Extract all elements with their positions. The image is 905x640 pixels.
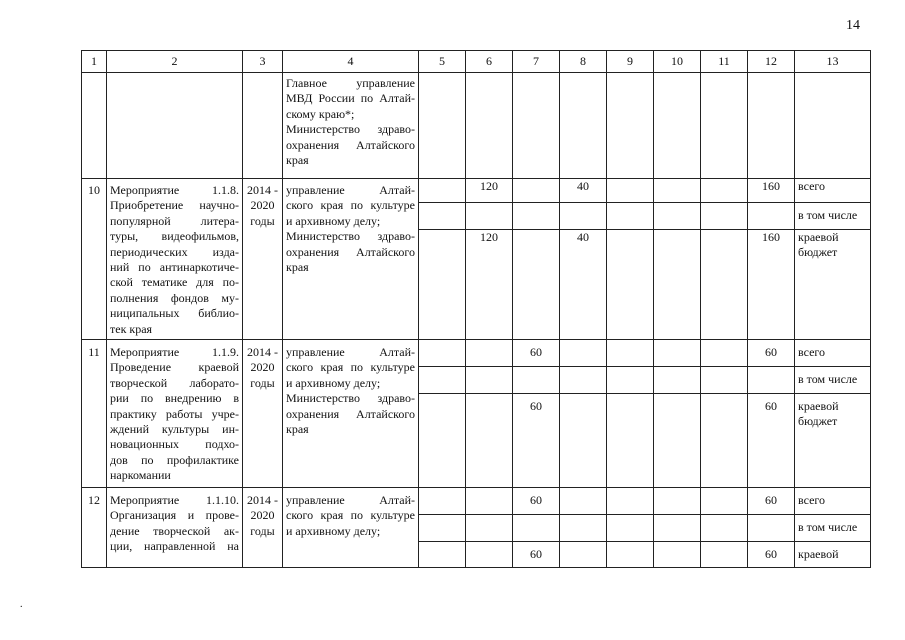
event-line: Мероприятие 1.1.10. xyxy=(110,493,239,507)
value-cell xyxy=(466,367,513,394)
funding-label: краевой xyxy=(795,542,871,568)
value-cell xyxy=(560,394,607,488)
header-cell: 2 xyxy=(107,51,243,73)
period-cell xyxy=(243,340,283,488)
funding-label: в том числе xyxy=(795,203,871,230)
value-cell xyxy=(513,203,560,230)
value-cell xyxy=(607,179,654,203)
value-cell: 60 xyxy=(513,488,560,515)
header-cell: 1 xyxy=(82,51,107,73)
event-line: Проведение краевой xyxy=(110,360,239,375)
header-row xyxy=(82,51,871,73)
value-cell xyxy=(607,203,654,230)
executor-line: ского края по культуре xyxy=(286,198,415,213)
continuation-row xyxy=(82,73,871,179)
value-cell: 120 xyxy=(466,179,513,203)
value-cell xyxy=(419,203,466,230)
executor-line: охранения Алтайского xyxy=(286,244,415,259)
period-line: 2020 xyxy=(250,508,275,523)
value-cell xyxy=(560,515,607,542)
value-cell xyxy=(419,515,466,542)
executor-line: Главное управление xyxy=(286,76,415,90)
period-cell xyxy=(243,179,283,340)
value-cell xyxy=(654,488,701,515)
period-cell xyxy=(243,73,283,179)
value-cell: 40 xyxy=(560,230,607,340)
value-cell xyxy=(419,340,466,367)
value-cell xyxy=(419,542,466,568)
event-line: туры, видеофильмов, xyxy=(110,229,239,244)
event-line: дение творческой ак- xyxy=(110,523,239,538)
funding-label: в том числе xyxy=(795,367,871,394)
num-cell: 11 xyxy=(82,340,107,488)
event-cell xyxy=(107,73,243,179)
value-cell xyxy=(419,394,466,488)
event-line: рии по внедрению в xyxy=(110,391,239,406)
funding-label: краевой бюджет xyxy=(795,230,871,340)
value-cell: 160 xyxy=(748,179,795,203)
executor-cell xyxy=(283,340,419,488)
value-cell xyxy=(607,542,654,568)
value-cell xyxy=(701,230,748,340)
header-cell: 3 xyxy=(243,51,283,73)
value-cell: 60 xyxy=(748,340,795,367)
header-cell: 8 xyxy=(560,51,607,73)
value-cell xyxy=(654,203,701,230)
event-line: наркомании xyxy=(110,468,171,483)
period-line: годы xyxy=(250,375,275,390)
num-cell: 10 xyxy=(82,179,107,340)
table-row xyxy=(82,179,871,203)
period-line: 2014 - xyxy=(247,345,278,359)
executor-line: и архивному делу; xyxy=(286,523,381,538)
value-cell xyxy=(419,230,466,340)
value-cell xyxy=(654,394,701,488)
value-cell xyxy=(466,488,513,515)
event-line: практику работы учре- xyxy=(110,406,239,421)
scan-speck: . xyxy=(20,599,23,610)
period-cell xyxy=(243,488,283,568)
value-cell xyxy=(560,203,607,230)
value-cell xyxy=(701,203,748,230)
value-cell: 120 xyxy=(466,230,513,340)
header-cell: 6 xyxy=(466,51,513,73)
value-cell xyxy=(701,542,748,568)
value-cell: 60 xyxy=(513,340,560,367)
value-cell: 60 xyxy=(748,394,795,488)
value-cell xyxy=(607,367,654,394)
event-line: новационных подхо- xyxy=(110,437,239,452)
value-cell xyxy=(560,488,607,515)
value-cell xyxy=(701,515,748,542)
value-cell xyxy=(466,340,513,367)
event-cell xyxy=(107,488,243,568)
event-line: периодических изда- xyxy=(110,244,239,259)
event-line: тек края xyxy=(110,321,153,336)
value-cell xyxy=(701,367,748,394)
period-line: годы xyxy=(250,213,275,228)
value-cell xyxy=(654,367,701,394)
value-cell: 160 xyxy=(748,230,795,340)
value-cell xyxy=(748,203,795,230)
period-line: 2014 - xyxy=(247,183,278,197)
header-cell: 13 xyxy=(795,51,871,73)
value-cell xyxy=(654,73,701,179)
funding-label: в том числе xyxy=(795,515,871,542)
program-table xyxy=(81,50,871,568)
value-cell xyxy=(748,515,795,542)
event-line: ниципальных библио- xyxy=(110,306,239,321)
value-cell xyxy=(466,73,513,179)
value-cell xyxy=(654,515,701,542)
value-cell xyxy=(513,230,560,340)
value-cell: 60 xyxy=(748,488,795,515)
period-line: 2014 - xyxy=(247,493,278,507)
value-cell: 60 xyxy=(513,394,560,488)
value-cell xyxy=(466,394,513,488)
value-cell xyxy=(560,542,607,568)
executor-line: охранения Алтайского xyxy=(286,137,415,152)
value-cell xyxy=(607,340,654,367)
event-line: дов по профилактике xyxy=(110,452,239,467)
value-cell xyxy=(607,73,654,179)
header-cell: 10 xyxy=(654,51,701,73)
event-cell xyxy=(107,340,243,488)
value-cell xyxy=(560,73,607,179)
funding-label: всего xyxy=(795,488,871,515)
value-cell: 60 xyxy=(513,542,560,568)
executor-line: Министерство здраво- xyxy=(286,122,415,137)
header-cell: 9 xyxy=(607,51,654,73)
executor-line: и архивному делу; xyxy=(286,213,381,228)
event-line: ской тематике для по- xyxy=(110,275,239,290)
event-line: ции, направленной на xyxy=(110,539,239,554)
executor-line: МВД России по Алтай- xyxy=(286,91,415,106)
value-cell xyxy=(466,515,513,542)
value-cell xyxy=(419,488,466,515)
event-line: Приобретение научно- xyxy=(110,198,239,213)
event-line: Мероприятие 1.1.8. xyxy=(110,183,239,197)
executor-cell xyxy=(283,73,419,179)
executor-line: охранения Алтайского xyxy=(286,406,415,421)
value-cell xyxy=(654,340,701,367)
num-cell xyxy=(82,73,107,179)
value-cell xyxy=(607,488,654,515)
value-cell xyxy=(419,367,466,394)
event-line: популярной литера- xyxy=(110,213,239,228)
executor-line: и архивному делу; xyxy=(286,375,381,390)
executor-line: ского края по культуре xyxy=(286,360,415,375)
value-cell xyxy=(701,394,748,488)
value-cell xyxy=(560,367,607,394)
value-cell xyxy=(607,515,654,542)
executor-line: управление Алтай- xyxy=(286,345,415,359)
executor-cell xyxy=(283,488,419,568)
executor-line: Министерство здраво- xyxy=(286,229,415,244)
period-line: годы xyxy=(250,523,275,538)
value-cell xyxy=(748,367,795,394)
value-cell xyxy=(701,340,748,367)
event-line: полнения фондов му- xyxy=(110,290,239,305)
executor-line: края xyxy=(286,260,309,275)
funding-label: всего xyxy=(795,179,871,203)
executor-line: ского края по культуре xyxy=(286,508,415,523)
page-number: 14 xyxy=(846,18,860,33)
executor-line: управление Алтай- xyxy=(286,183,415,197)
value-cell xyxy=(607,230,654,340)
value-cell xyxy=(701,488,748,515)
header-cell: 7 xyxy=(513,51,560,73)
value-cell xyxy=(654,542,701,568)
value-cell xyxy=(419,73,466,179)
value-cell xyxy=(513,367,560,394)
value-cell xyxy=(795,73,871,179)
event-line: ний по антинаркотиче- xyxy=(110,260,239,275)
header-cell: 5 xyxy=(419,51,466,73)
value-cell xyxy=(748,73,795,179)
funding-label: всего xyxy=(795,340,871,367)
value-cell xyxy=(607,394,654,488)
funding-label: краевой бюджет xyxy=(795,394,871,488)
header-cell: 12 xyxy=(748,51,795,73)
value-cell xyxy=(701,73,748,179)
header-cell: 4 xyxy=(283,51,419,73)
header-cell: 11 xyxy=(701,51,748,73)
event-line: творческой лаборато- xyxy=(110,375,239,390)
period-line: 2020 xyxy=(250,198,275,213)
value-cell xyxy=(654,179,701,203)
value-cell xyxy=(701,179,748,203)
value-cell xyxy=(419,179,466,203)
executor-line: скому краю*; xyxy=(286,106,355,121)
value-cell xyxy=(513,179,560,203)
value-cell xyxy=(560,340,607,367)
num-cell: 12 xyxy=(82,488,107,568)
executor-line: Министерство здраво- xyxy=(286,391,415,406)
value-cell xyxy=(513,515,560,542)
value-cell: 40 xyxy=(560,179,607,203)
event-line: Мероприятие 1.1.9. xyxy=(110,345,239,359)
value-cell xyxy=(466,203,513,230)
event-line: ждений культуры ин- xyxy=(110,422,239,437)
value-cell xyxy=(654,230,701,340)
value-cell: 60 xyxy=(748,542,795,568)
value-cell xyxy=(513,73,560,179)
period-line: 2020 xyxy=(250,360,275,375)
event-cell xyxy=(107,179,243,340)
event-line: Организация и прове- xyxy=(110,508,239,523)
executor-line: края xyxy=(286,422,309,437)
executor-line: управление Алтай- xyxy=(286,493,415,507)
executor-cell xyxy=(283,179,419,340)
executor-line: края xyxy=(286,153,309,168)
table-row xyxy=(82,488,871,515)
value-cell xyxy=(466,542,513,568)
table-row xyxy=(82,340,871,367)
